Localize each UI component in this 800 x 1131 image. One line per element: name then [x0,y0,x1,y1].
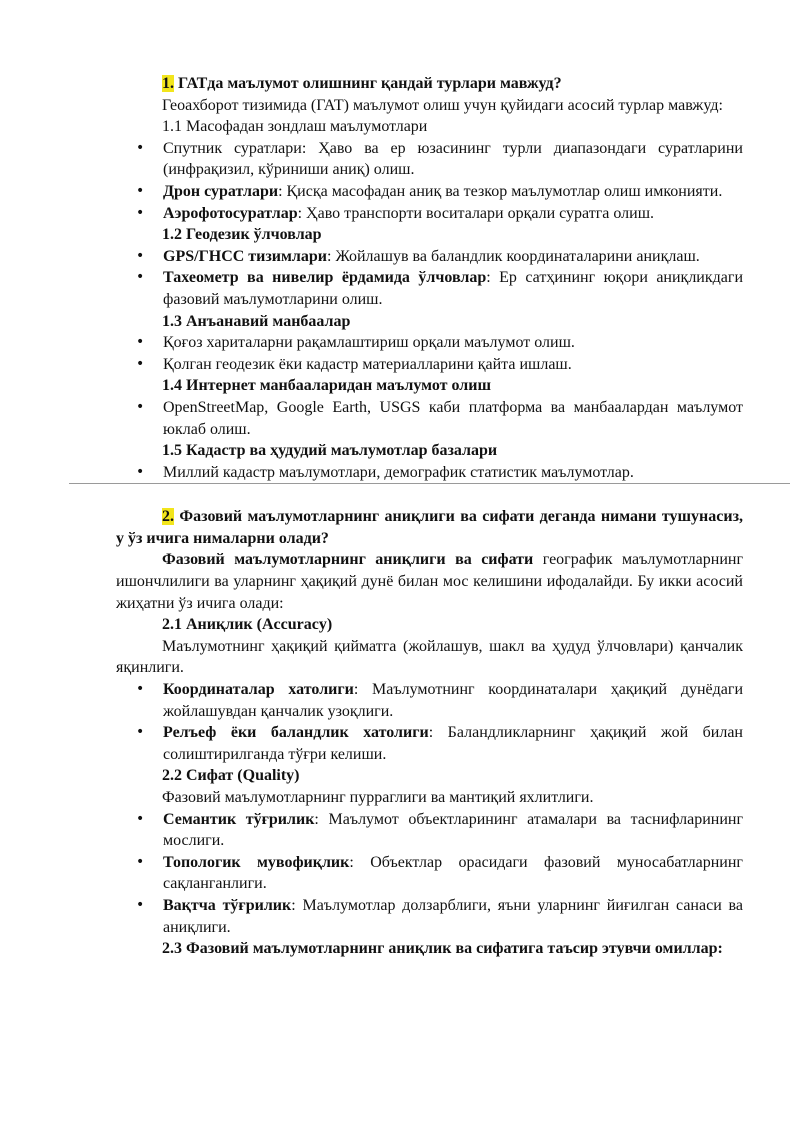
section-2-3-heading: 2.3 Фазовий маълумотларнинг аниқлик ва сифатига таъсир этувчи омиллар: [162,940,723,958]
item-term: GPS/ГНСС тизимлари [163,247,328,265]
item-term: Семантик тўғрилик [163,810,315,828]
item-term: Координаталар хатолиги [163,681,354,699]
question-1-title: ГАТда маълумот олишнинг қандай турлари мавжуд? [174,75,562,92]
section-1-5-list [116,462,743,484]
list-item: • Миллий кадастр маълумотлари, демографик статистик маълумотлар. [163,462,743,484]
section-1-1-heading: 1.1 Масофадан зондлаш маълумотлари [162,118,428,136]
item-text: : Жойлашув ва баландлик координаталарини аниқлаш. [327,247,700,265]
item-text: : Ер сатҳининг юқори аниқликдаги фазовий маълумотларини олиш. [163,269,743,308]
question-2-intro [116,549,743,614]
section-2-2-list [116,809,743,939]
item-term: Релъеф ёки баландлик хатолиги [163,724,429,742]
question-1-number: 1. [162,75,174,92]
question-2-heading [116,506,743,549]
section-2-1-heading: 2.1 Аниқлик (Accuracy) [162,616,333,634]
section-1-2-list [116,246,743,311]
intro-text: географик маълумотларнинг ишончлилиги ва уларнинг ҳақиқий дунё билан мос келишини ифодалайди. Бу икки асосий жиҳатни ўз ичига олади: [116,551,743,612]
section-1-3-heading: 1.3 Анъанавий манбаалар [162,312,351,330]
list-item: • OpenStreetMap, Google Earth, USGS каби платформа ва манбаалардан маълумот юклаб олиш. [163,397,743,440]
item-text: : Қисқа масофадан аниқ ва тезкор маълумотлар олиш имконияти. [278,182,723,200]
list-item: • Қолган геодезик ёки кадастр материалларини қайта ишлаш. [163,354,743,376]
spacer [116,484,743,506]
list-item [163,203,743,225]
item-text: : Маълумотлар долзарблиги, яъни уларнинг йиғилган санаси ва аниқлиги. [163,896,743,936]
question-2-title: Фазовий маълумотларнинг аниқлиги ва сифати деганда нимани тушунасиз, у ўз ичига нималарни олади? [116,508,743,547]
list-item [163,679,743,722]
list-item [163,181,743,203]
question-1-heading [116,73,743,95]
list-item [163,895,743,938]
item-term: Тахеометр ва нивелир ёрдамида ўлчовлар [163,269,487,287]
section-2-1-text: Маълумотнинг ҳақиқий қийматга (жойлашув, шакл ва ҳудуд ўлчовлари) қанчалик яқинлиги. [116,637,743,677]
intro-term: Фазовий маълумотларнинг аниқлиги ва сифати [162,551,534,569]
section-1-3-list [116,332,743,375]
item-text: : Баландликларнинг ҳақиқий жой билан солиштирилганда тўғри келиши. [163,724,743,763]
section-1-4-heading: 1.4 Интернет манбааларидан маълумот олиш [162,377,491,395]
section-2-2-heading: 2.2 Сифат (Quality) [162,767,300,785]
list-item [163,267,743,310]
list-item [163,722,743,765]
list-item [163,852,743,895]
question-2-number: 2. [162,508,174,526]
section-2-1-list [116,679,743,765]
item-term: Дрон суратлари [163,182,279,200]
item-text: Спутник суратлари: Ҳаво ва ер юзасининг турли диапазондаги суратларини (инфрақизил, кўриниши аниқ) олиш. [163,139,743,179]
section-1-1-list [116,138,743,224]
item-text: : Маълумот объектларининг атамалари ва таснифларининг мослиги. [163,810,744,850]
section-1-5-heading: 1.5 Кадастр ва ҳудудий маълумотлар базалари [162,442,498,460]
list-item [163,246,743,268]
question-1-intro: Геоахборот тизимида (ГАТ) маълумот олиш учун қуйидаги асосий турлар мавжуд: [162,96,723,114]
section-2-2-text: Фазовий маълумотларнинг пурраглиги ва мантиқий яхлитлиги. [162,789,594,806]
item-term: Вақтча тўғрилик [163,896,292,914]
item-text: : Маълумотнинг координаталари ҳақиқий дунёдаги жойлашувдан қанчалик узоқлиги. [163,681,744,720]
list-item [163,809,743,852]
section-1-2-heading: 1.2 Геодезик ўлчовлар [162,226,322,244]
list-item: • Қоғоз хариталарни рақамлаштириш орқали маълумот олиш. [163,332,743,354]
item-text: : Ҳаво транспорти воситалари орқали суратга олиш. [297,204,655,222]
section-1-4-list [116,397,743,440]
item-text: : Объектлар орасидаги фазовий муносабатларнинг сақланганлиги. [163,853,743,893]
item-term: Топологик мувофиқлик [163,853,350,871]
list-item [163,138,743,181]
item-term: Аэрофотосуратлар [163,204,298,222]
